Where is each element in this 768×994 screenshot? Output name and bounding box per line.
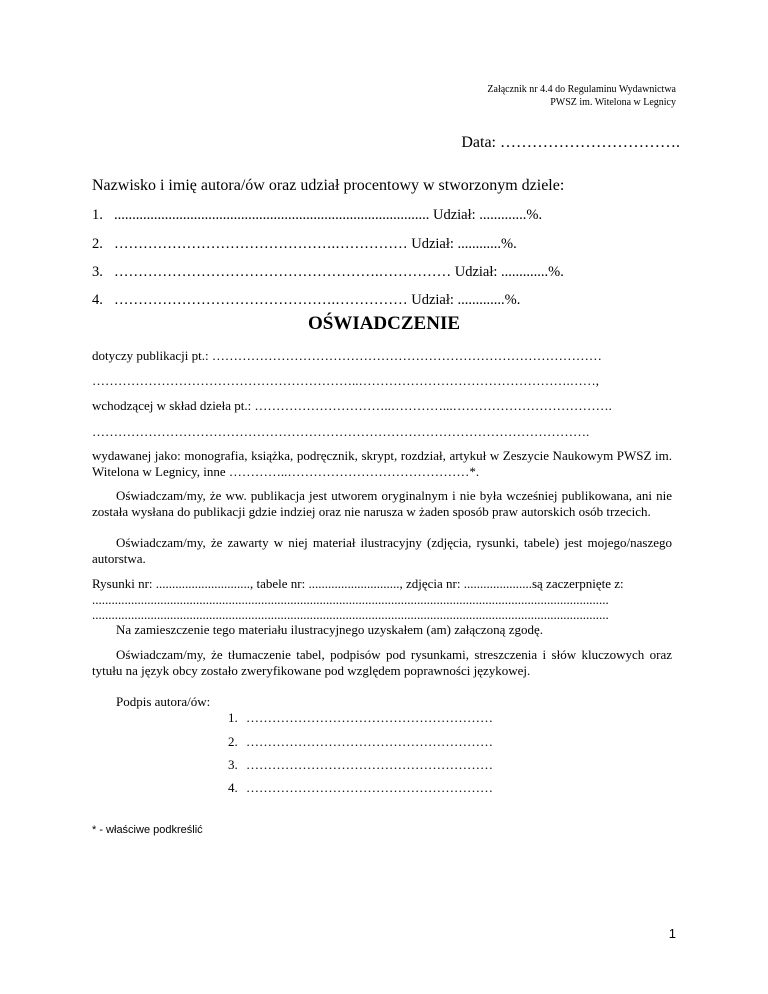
author-row-number: 2. <box>92 236 103 252</box>
authors-title: Nazwisko i imię autora/ów oraz udział procentowy w stworzonym dziele: <box>92 177 565 194</box>
published-as-paragraph: wydawanej jako: monografia, książka, podręcznik, skrypt, rozdział, artykuł w Zeszycie Naukowym PWSZ im. Witelona w Legnicy, inne …………..……………………………………*. <box>92 448 672 479</box>
author-row-text: ……………………………………….…………… Udział: ............%. <box>114 236 517 252</box>
header-institution-line: PWSZ im. Witelona w Legnicy <box>550 97 676 108</box>
signature-row-3 <box>228 757 493 773</box>
containing-work-line-1: wchodzącej w skład dzieła pt.: …………………………..…………...………………………………. <box>92 398 612 413</box>
signature-line: ………………………………………………… <box>246 757 493 772</box>
signature-row-4 <box>228 780 493 796</box>
author-row-2 <box>92 236 517 253</box>
signature-line: ………………………………………………… <box>246 710 493 725</box>
date-field: Data: ……………………………. <box>461 134 680 151</box>
signature-row-number: 3. <box>228 757 238 772</box>
author-row-1 <box>92 207 542 224</box>
author-row-number: 4. <box>92 292 103 308</box>
author-row-text: ……………………………………….…………… Udział: .............%. <box>114 292 521 308</box>
footnote: * - właściwe podkreślić <box>92 824 203 836</box>
author-row-number: 1. <box>92 207 103 223</box>
signature-row-number: 1. <box>228 710 238 725</box>
document-heading: OŚWIADCZENIE <box>307 313 461 334</box>
illustrations-source-dots-2: ............................................................................................................................................................... <box>92 607 609 622</box>
consent-statement: Na zamieszczenie tego materiału ilustracyjnego uzyskałem (am) załączoną zgodę. <box>116 622 543 637</box>
publication-title-line-1: dotyczy publikacji pt.: ……………………………………………………………………………… <box>92 348 602 363</box>
illustrations-source-line: Rysunki nr: ............................., tabele nr: ............................, zdjęcia nr: .....................są zaczerpnięte z: <box>92 576 624 591</box>
publication-title-line-2: ……………………………………………………..………………………………………….……, <box>92 373 599 388</box>
author-row-4 <box>92 292 520 309</box>
illustrations-source-dots-1: ............................................................................................................................................................... <box>92 592 609 607</box>
originality-declaration: Oświadczam/my, że ww. publikacja jest utworem oryginalnym i nie była wcześniej publikowana, ani nie została wysłana do publikacji gdzie indziej oraz nie narusza w żaden sposób praw autorskich osób trzecich. <box>92 488 672 519</box>
signature-line: ………………………………………………… <box>246 734 493 749</box>
illustration-authorship-declaration: Oświadczam/my, że zawarty w niej materiał ilustracyjny (zdjęcia, rysunki, tabele) jest mojego/naszego autorstwa. <box>92 535 672 566</box>
containing-work-line-2: ……………………………………………………………………………………………………. <box>92 424 590 439</box>
page-number: 1 <box>668 926 676 941</box>
author-row-3 <box>92 264 564 281</box>
author-row-text: ....................................................................................... Udział: .............%. <box>114 207 543 223</box>
signature-line: ………………………………………………… <box>246 780 493 795</box>
signature-row-number: 4. <box>228 780 238 795</box>
signature-row-1 <box>228 710 493 726</box>
signature-label: Podpis autora/ów: <box>116 694 211 709</box>
header-attachment-line: Załącznik nr 4.4 do Regulaminu Wydawnictwa <box>487 84 676 95</box>
author-row-number: 3. <box>92 264 103 280</box>
signature-row-number: 2. <box>228 734 238 749</box>
author-row-text: ……………………………………………….…………… Udział: .............%. <box>114 264 564 280</box>
translation-declaration: Oświadczam/my, że tłumaczenie tabel, podpisów pod rysunkami, streszczenia i słów kluczowych oraz tytułu na język obcy zostało zweryfikowane pod względem poprawności językowej. <box>92 647 672 678</box>
signature-row-2 <box>228 734 493 750</box>
